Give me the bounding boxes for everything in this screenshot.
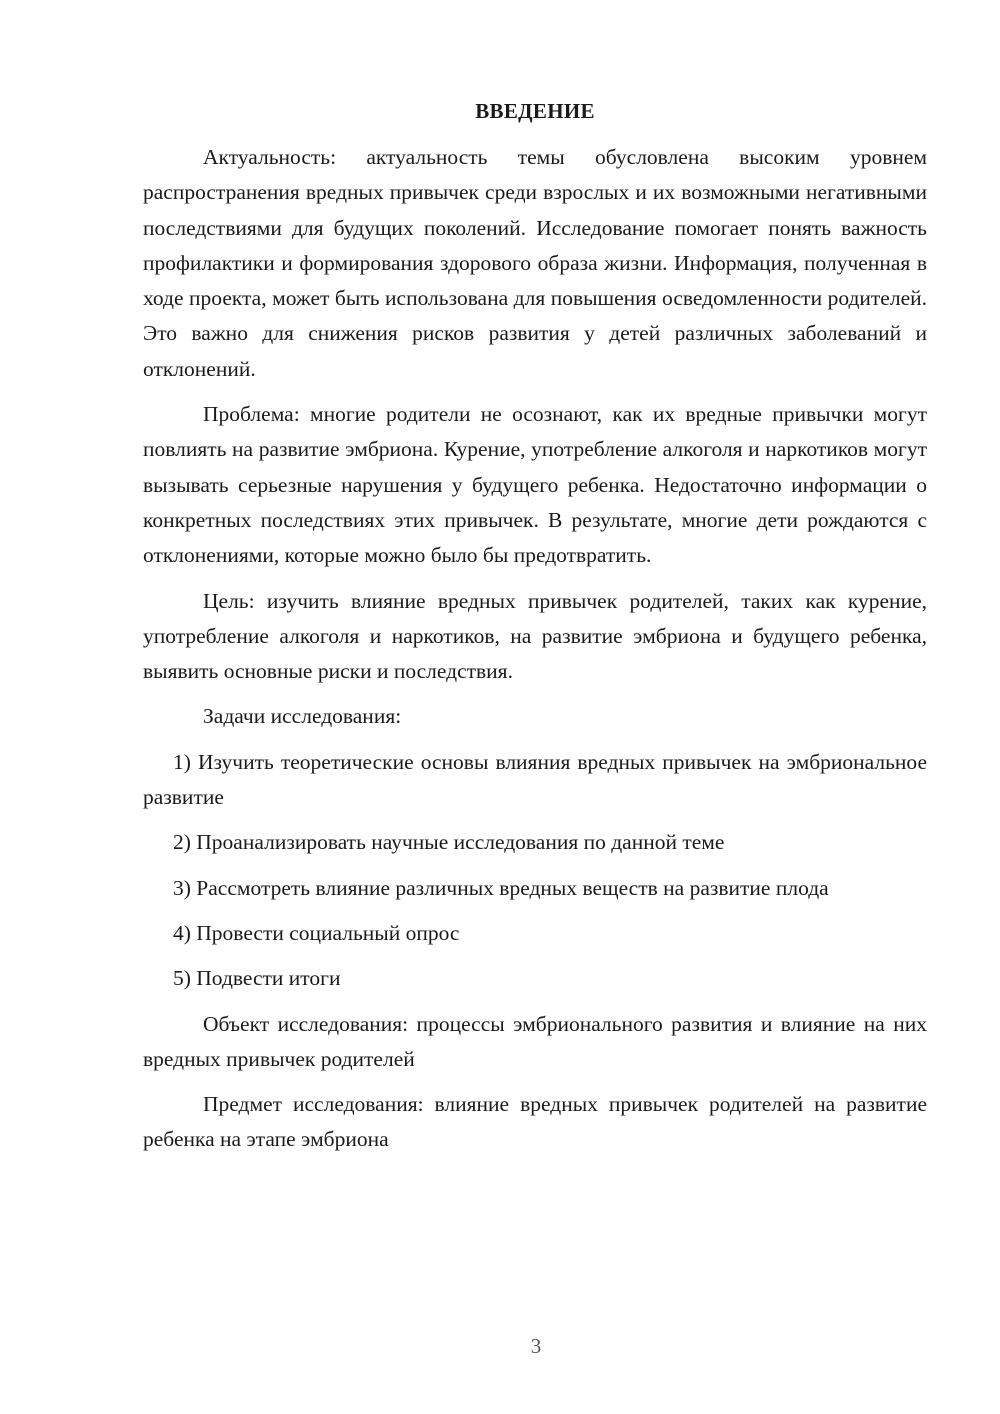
tasks-heading: Задачи исследования: (203, 704, 402, 729)
task-item-1: 1) Изучить теоретические основы влияния вредных привычек на эмбриональное развитие (143, 749, 927, 810)
problem-paragraph: Проблема: многие родители не осознают, как их вредные привычки могут повлиять на развитие эмбриона. Курение, употребление алкоголя и наркотиков могут вызывать серьезные нарушения у будущего ребенка. Недостаточно информации о конкретных последствиях этих привычек. В результате, многие дети рождаются с отклонениями, которые можно было бы предотвратить. (143, 402, 927, 568)
object-paragraph: Объект исследования: процессы эмбрионального развития и влияние на них вредных привычек родителей (143, 1011, 927, 1071)
subject-paragraph: Предмет исследования: влияние вредных привычек родителей на развитие ребенка на этапе эмбриона (143, 1092, 927, 1152)
page-content (143, 96, 927, 1168)
task-item-5: 5) Подвести итоги (173, 966, 341, 991)
task-item-2: 2) Проанализировать научные исследования по данной теме (173, 830, 725, 855)
goal-paragraph: Цель: изучить влияние вредных привычек родителей, таких как курение, употребление алкоголя и наркотиков, на развитие эмбриона и будущего ребенка, выявить основные риски и последствия. (143, 588, 927, 684)
relevance-paragraph: Актуальность: актуальность темы обусловлена высоким уровнем распространения вредных привычек среди взрослых и их возможными негативными последствиями для будущих поколений. Исследование помогает понять важность профилактики и формирования здорового образа жизни. Информация, полученная в ходе проекта, может быть использована для повышения осведомленности родителей. Это важно для снижения рисков развития у детей различных заболеваний и отклонений. (143, 145, 927, 381)
section-heading: ВВЕДЕНИЕ (475, 99, 595, 123)
page-number: 3 (530, 1334, 542, 1358)
task-item-3: 3) Рассмотреть влияние различных вредных веществ на развитие плода (173, 875, 829, 900)
task-item-4: 4) Провести социальный опрос (173, 920, 460, 945)
